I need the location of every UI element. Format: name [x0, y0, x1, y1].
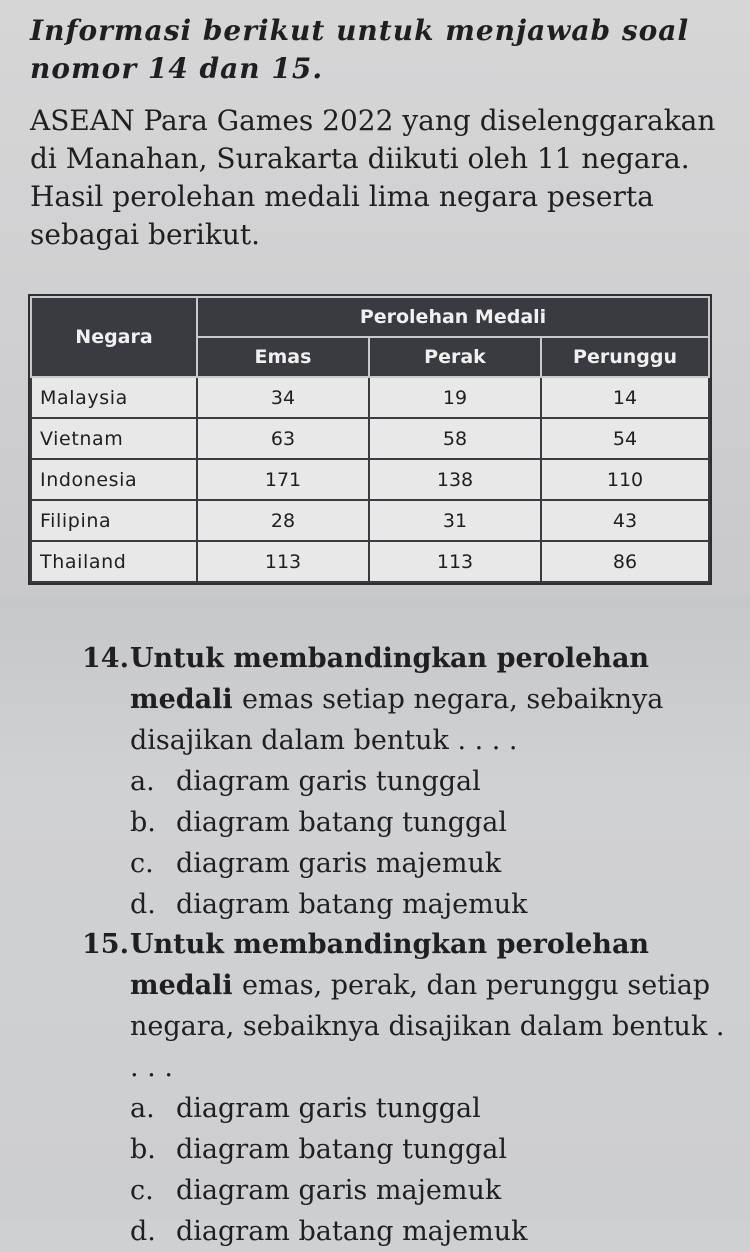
- option-text: diagram batang tunggal: [176, 1134, 508, 1165]
- header-emas: Emas: [197, 337, 369, 377]
- cell-country: Indonesia: [31, 459, 197, 500]
- cell-perunggu: 110: [541, 459, 709, 500]
- option-a[interactable]: [90, 1088, 740, 1129]
- question-stem-lead: Untuk membandingkan perolehan medali: [130, 643, 650, 715]
- cell-country: Thailand: [31, 541, 197, 582]
- option-text: diagram batang tunggal: [176, 807, 508, 838]
- header-perak: Perak: [369, 337, 541, 377]
- option-b[interactable]: [90, 1129, 740, 1170]
- intro-lead: Informasi berikut untuk menjawab soal nomor 14 dan 15.: [30, 14, 690, 85]
- header-perunggu: Perunggu: [541, 337, 709, 377]
- option-letter: d.: [130, 1216, 156, 1247]
- info-section: [0, 0, 750, 600]
- question-stem-lead: Untuk membandingkan perolehan medali: [130, 929, 650, 1001]
- cell-perak: 58: [369, 418, 541, 459]
- cell-emas: 34: [197, 377, 369, 418]
- cell-perak: 19: [369, 377, 541, 418]
- cell-perak: 113: [369, 541, 541, 582]
- table-row: [31, 377, 709, 418]
- cell-country: Filipina: [31, 500, 197, 541]
- question-stem-rest: emas setiap negara, sebaiknya disajikan dalam bentuk . . . .: [130, 684, 664, 756]
- cell-country: Malaysia: [31, 377, 197, 418]
- option-b[interactable]: [90, 802, 740, 843]
- question-stem: [90, 638, 740, 761]
- cell-emas: 63: [197, 418, 369, 459]
- option-text: diagram batang majemuk: [176, 889, 528, 920]
- option-letter: c.: [130, 1175, 154, 1206]
- option-text: diagram garis tunggal: [176, 766, 481, 797]
- question-stem-rest: emas, perak, dan perunggu setiap negara, sebaiknya disajikan dalam bentuk . . . .: [130, 970, 725, 1083]
- option-text: diagram garis tunggal: [176, 1093, 481, 1124]
- option-text: diagram batang majemuk: [176, 1216, 528, 1247]
- cell-perunggu: 14: [541, 377, 709, 418]
- option-letter: c.: [130, 848, 154, 879]
- medal-table: [30, 296, 710, 583]
- intro-text: [30, 12, 730, 254]
- option-d[interactable]: [90, 1211, 740, 1252]
- option-d[interactable]: [90, 884, 740, 925]
- header-perolehan-medali: Perolehan Medali: [197, 297, 709, 337]
- option-letter: d.: [130, 889, 156, 920]
- option-letter: b.: [130, 807, 156, 838]
- question-number: 14.: [82, 643, 129, 674]
- cell-emas: 113: [197, 541, 369, 582]
- cell-perunggu: 43: [541, 500, 709, 541]
- question-stem: [90, 924, 740, 1088]
- cell-emas: 28: [197, 500, 369, 541]
- table-row: [31, 418, 709, 459]
- cell-emas: 171: [197, 459, 369, 500]
- cell-perak: 138: [369, 459, 541, 500]
- option-c[interactable]: [90, 1170, 740, 1211]
- cell-country: Vietnam: [31, 418, 197, 459]
- option-text: diagram garis majemuk: [176, 848, 502, 879]
- cell-perak: 31: [369, 500, 541, 541]
- header-negara: Negara: [31, 297, 197, 377]
- option-a[interactable]: [90, 761, 740, 802]
- option-c[interactable]: [90, 843, 740, 884]
- option-letter: b.: [130, 1134, 156, 1165]
- cell-perunggu: 54: [541, 418, 709, 459]
- question-14: [82, 638, 740, 925]
- table-row: [31, 459, 709, 500]
- question-number: 15.: [82, 929, 129, 960]
- table-row: [31, 500, 709, 541]
- table-row: [31, 541, 709, 582]
- cell-perunggu: 86: [541, 541, 709, 582]
- option-letter: a.: [130, 1093, 155, 1124]
- option-text: diagram garis majemuk: [176, 1175, 502, 1206]
- option-letter: a.: [130, 766, 155, 797]
- intro-paragraph: ASEAN Para Games 2022 yang diselenggarakan di Manahan, Surakarta diikuti oleh 11 negara. Hasil perolehan medali lima negara peserta sebagai berikut.: [30, 104, 716, 251]
- question-15: [82, 924, 740, 1252]
